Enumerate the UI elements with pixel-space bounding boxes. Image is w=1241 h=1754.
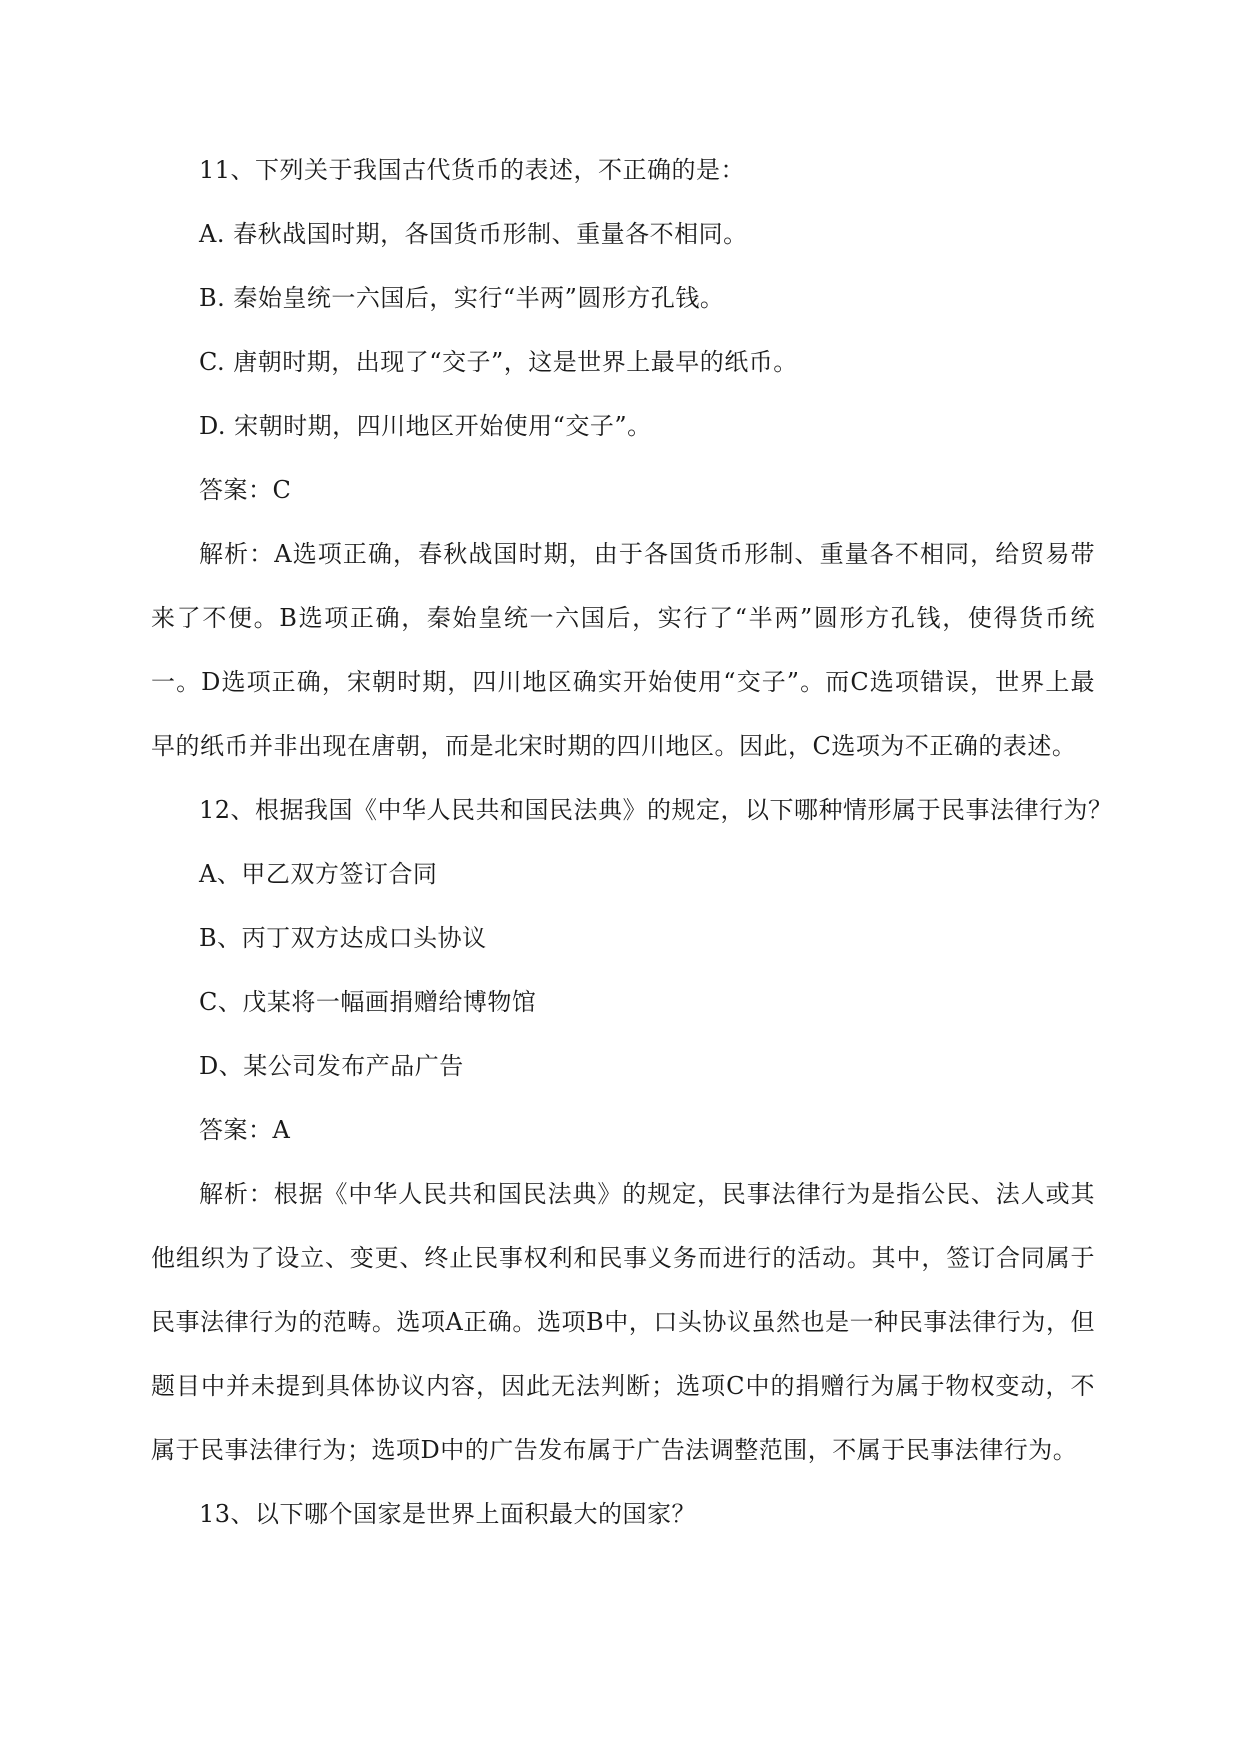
- q12-answer: 答案：A: [199, 1116, 291, 1144]
- question-13: 13、以下哪个国家是世界上面积最大的国家？: [199, 1500, 697, 1528]
- q12-option-b: B、丙丁双方达成口头协议: [199, 924, 487, 952]
- q11-analysis: 解析：A选项正确，春秋战国时期，由于各国货币形制、重量各不相同，给贸易带来了不便。B选项正确，秦始皇统一六国后，实行了“半两”圆形方孔钱，使得货币统一。D选项正确，宋朝时期，四川地区确实开始使用“交子”。而C选项错误，世界上最早的纸币并非出现在唐朝，而是北宋时期的四川地区。因此，C选项为不正确的表述。: [151, 540, 1095, 760]
- q12-option-a: A、甲乙双方签订合同: [199, 860, 438, 888]
- q11-option-c: C. 唐朝时期，出现了“交子”，这是世界上最早的纸币。: [199, 348, 798, 376]
- q11-answer: 答案：C: [199, 476, 292, 504]
- question-12: 12、根据我国《中华人民共和国民法典》的规定，以下哪种情形属于民事法律行为？: [199, 796, 1113, 824]
- q11-option-d: D. 宋朝时期，四川地区开始使用“交子”。: [199, 412, 652, 440]
- question-11: 11、下列关于我国古代货币的表述，不正确的是：: [199, 156, 746, 184]
- q12-option-c: C、戊某将一幅画捐赠给博物馆: [199, 988, 537, 1016]
- q11-option-a: A. 春秋战国时期，各国货币形制、重量各不相同。: [199, 220, 748, 248]
- q12-option-d: D、某公司发布产品广告: [199, 1052, 464, 1080]
- q11-option-b: B. 秦始皇统一六国后，实行“半两”圆形方孔钱。: [199, 284, 725, 312]
- q12-analysis: 解析：根据《中华人民共和国民法典》的规定，民事法律行为是指公民、法人或其他组织为了设立、变更、终止民事权利和民事义务而进行的活动。其中，签订合同属于民事法律行为的范畴。选项A正确。选项B中，口头协议虽然也是一种民事法律行为，但题目中并未提到具体协议内容，因此无法判断；选项C中的捐赠行为属于物权变动，不属于民事法律行为；选项D中的广告发布属于广告法调整范围，不属于民事法律行为。: [151, 1180, 1095, 1464]
- document-content: [151, 138, 1113, 1546]
